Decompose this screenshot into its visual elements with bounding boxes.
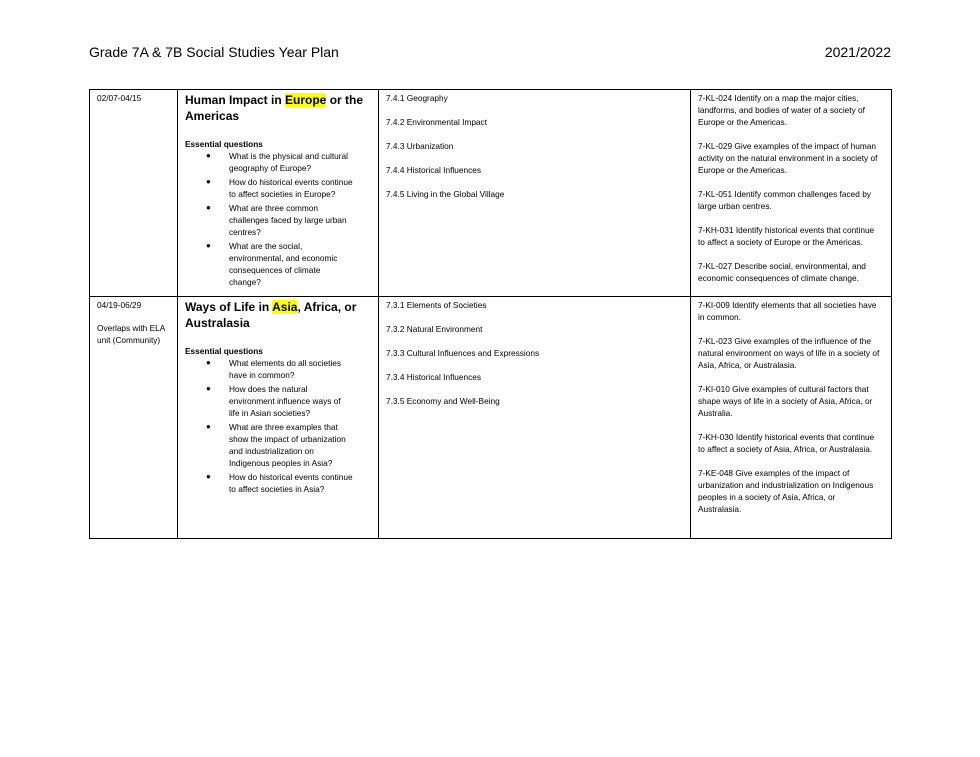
list-item: ● How do historical events continue to affect societies in Europe? bbox=[206, 177, 353, 199]
list-item: ● What are the social, environmental, and economic consequences of climate change? bbox=[206, 241, 338, 287]
topic-item: 7.4.5 Living in the Global Village bbox=[386, 189, 505, 199]
list-item: ● What is the physical and cultural geography of Europe? bbox=[206, 151, 348, 173]
topic-item: 7.3.1 Elements of Societies bbox=[386, 300, 487, 310]
dates-cell bbox=[90, 297, 178, 539]
topic-item: 7.3.5 Economy and Well-Being bbox=[386, 396, 500, 406]
list-item: ● How do historical events continue to affect societies in Asia? bbox=[206, 472, 353, 494]
bullet-icon: ● bbox=[206, 422, 211, 431]
essential-questions-label: Essential questions bbox=[185, 346, 263, 356]
school-year: 2021/2022 bbox=[824, 44, 891, 60]
dates-cell bbox=[90, 90, 178, 297]
document-title: Grade 7A & 7B Social Studies Year Plan bbox=[89, 44, 339, 60]
topic-item: 7.4.4 Historical Influences bbox=[386, 165, 482, 175]
topic-item: 7.3.2 Natural Environment bbox=[386, 324, 483, 334]
table-row bbox=[90, 90, 892, 297]
bullet-icon: ● bbox=[206, 203, 211, 212]
bullet-icon: ● bbox=[206, 472, 211, 481]
bullet-icon: ● bbox=[206, 177, 211, 186]
list-item: ● What are three examples that show the impact of urbanization and industrialization on Indigenous peoples in Asia? bbox=[206, 422, 346, 468]
outcome-item: 7-KL-051 Identify common challenges faced by large urban centres. bbox=[698, 189, 871, 211]
topic-item: 7.4.3 Urbanization bbox=[386, 141, 454, 151]
essential-questions-list bbox=[185, 357, 373, 495]
unit-title bbox=[185, 299, 373, 331]
unit-title-text: or the Americas bbox=[185, 93, 364, 123]
essential-questions-list bbox=[185, 150, 373, 288]
outcome-item: 7-KH-030 Identify historical events that continue to affect a society of Asia, Africa, or Australasia. bbox=[698, 432, 875, 454]
list-item: ● What are three common challenges faced by large urban centres? bbox=[206, 203, 347, 237]
bullet-icon: ● bbox=[206, 384, 211, 393]
outcome-item: 7-KL-023 Give examples of the influence of the natural environment on ways of life in a society of Asia, Africa, or Australasia. bbox=[698, 336, 880, 370]
bullet-icon: ● bbox=[206, 358, 211, 367]
outcome-item: 7-KL-027 Describe social, environmental, and economic consequences of climate change. bbox=[698, 261, 866, 283]
topics-cell bbox=[379, 90, 691, 297]
table-row bbox=[90, 297, 892, 539]
unit-title bbox=[185, 92, 373, 124]
unit-title-text: Ways of Life in bbox=[185, 300, 273, 314]
outcome-item: 7-KL-024 Identify on a map the major cities, landforms, and bodies of water of a society of Europe or the Americas. bbox=[698, 93, 865, 127]
unit-cell bbox=[178, 297, 379, 539]
topic-item: 7.4.2 Environmental Impact bbox=[386, 117, 487, 127]
unit-title-text: , Africa, or Australasia bbox=[185, 300, 357, 330]
bullet-icon: ● bbox=[206, 151, 211, 160]
topics-cell bbox=[379, 297, 691, 539]
date-range: 02/07-04/15 bbox=[97, 93, 142, 103]
outcomes-cell bbox=[691, 297, 892, 539]
year-plan-table bbox=[89, 89, 892, 539]
list-item: ● What elements do all societies have in common? bbox=[206, 358, 342, 380]
date-range: 04/19-06/29 bbox=[97, 300, 142, 310]
topic-item: 7.3.3 Cultural Influences and Expressions bbox=[386, 348, 540, 358]
unit-title-highlight: Asia bbox=[272, 300, 298, 314]
topic-item: 7.3.4 Historical Influences bbox=[386, 372, 482, 382]
list-item: ● How does the natural environment influence ways of life in Asian societies? bbox=[206, 384, 341, 418]
unit-title-highlight: Europe bbox=[285, 93, 327, 107]
unit-title-text: Human Impact in bbox=[185, 93, 286, 107]
overlap-note: Overlaps with ELA unit (Community) bbox=[97, 323, 165, 345]
bullet-icon: ● bbox=[206, 241, 211, 250]
unit-cell bbox=[178, 90, 379, 297]
topic-item: 7.4.1 Geography bbox=[386, 93, 448, 103]
outcome-item: 7-KI-009 Identify elements that all societies have in common. bbox=[698, 300, 877, 322]
outcome-item: 7-KL-029 Give examples of the impact of human activity on the natural environment in a society of Europe or the Americas. bbox=[698, 141, 878, 175]
outcome-item: 7-KE-048 Give examples of the impact of urbanization and industrialization on Indigenous peoples in a society of Asia, Africa, or Australasia. bbox=[698, 468, 874, 514]
essential-questions-label: Essential questions bbox=[185, 139, 263, 149]
outcome-item: 7-KI-010 Give examples of cultural factors that shape ways of life in a society of Asia, Africa, or Australia. bbox=[698, 384, 873, 418]
outcome-item: 7-KH-031 Identify historical events that continue to affect a society of Europe or the Americas. bbox=[698, 225, 875, 247]
outcomes-cell bbox=[691, 90, 892, 297]
